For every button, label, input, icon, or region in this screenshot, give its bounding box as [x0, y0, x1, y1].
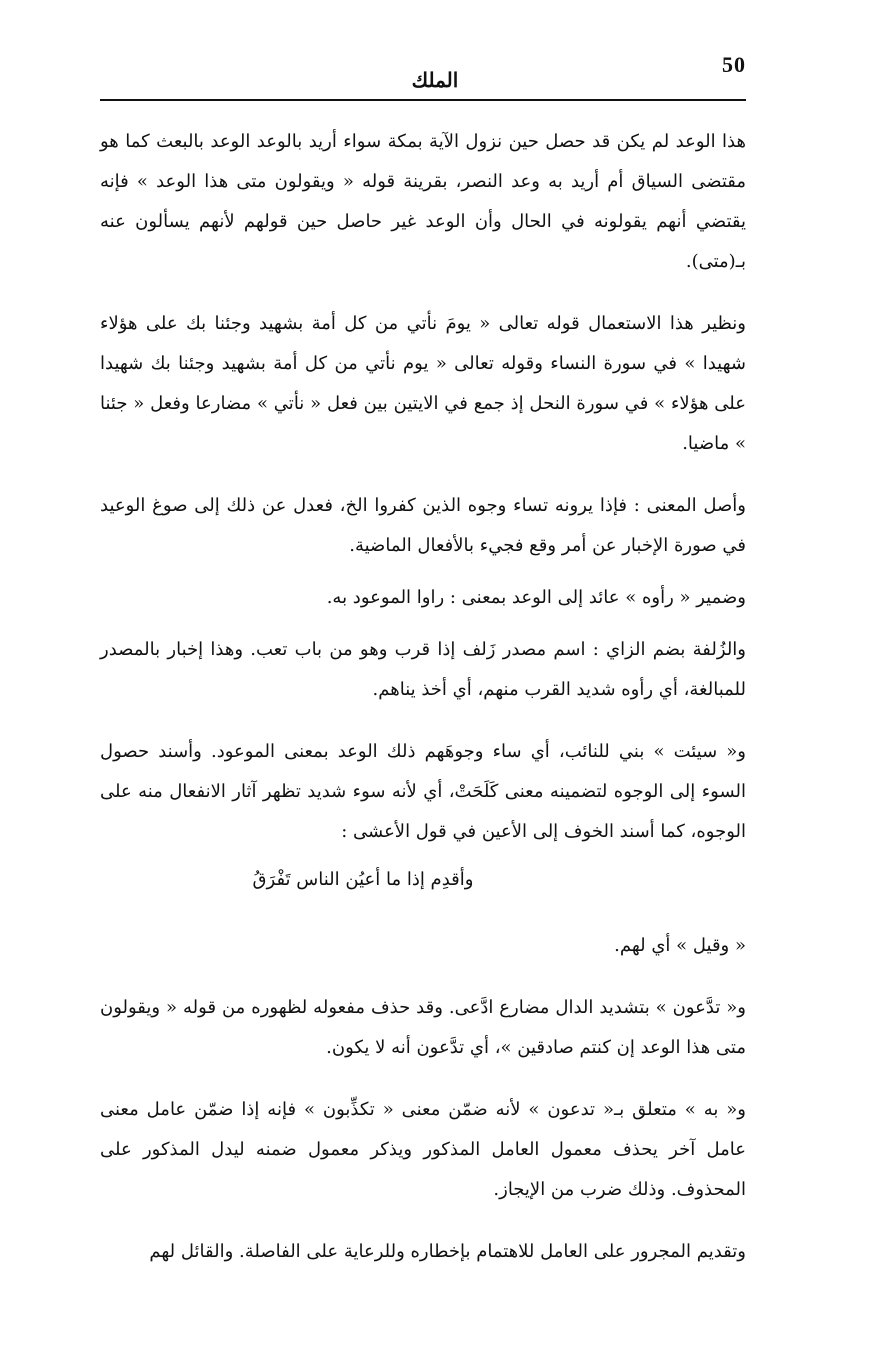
- page-body: [100, 122, 746, 1294]
- header-rule: [100, 99, 746, 101]
- running-header-title: الملك: [411, 68, 459, 92]
- paragraph-6: و« سيئت » بني للنائب، أي ساء وجوهَهم ذلك الوعد بمعنى الموعود. وأسند حصول السوء إلى الوجوه لتضمينه معنى كَلَحَتْ، أي لأنه سوء شديد تظهر آثار الانفعال منه على الوجوه، كما أسند الخوف إلى الأعين في قول الأعشى :: [100, 741, 746, 842]
- paragraph-1: هذا الوعد لم يكن قد حصل حين نزول الآية بمكة سواء أريد بالوعد الوعد بالبعث كما هو مقتضى السياق أم أريد به وعد النصر، بقرينة قوله « ويقولون متى هذا الوعد » فإنه يقتضي أنهم يقولونه في الحال وأن الوعد غير حاصل حين قولهم لأنهم يسألون عنه بـ(متى).: [100, 131, 746, 272]
- paragraph-3: وأصل المعنى : فإذا يرونه تساء وجوه الذين كفروا الخ، فعدل عن ذلك إلى صوغ الوعيد في صورة الإخبار عن أمر وقع فجيء بالأفعال الماضية.: [100, 495, 746, 556]
- paragraph-4: وضمير « رأوه » عائد إلى الوعد بمعنى : راوا الموعود به.: [326, 587, 746, 608]
- poetry-verse: وأقدِم إذا ما أعيُن الناس تَفْرَقُ: [252, 869, 474, 890]
- paragraph-7: « وقيل » أي لهم.: [614, 935, 746, 956]
- paragraph-5: والزُلفة بضم الزاي : اسم مصدر زَلف إذا قرب وهو من باب تعب. وهذا إخبار بالمصدر للمبالغة، أي رأوه شديد القرب منهم، أي أخذ يناهم.: [100, 639, 746, 700]
- paragraph-10: وتقديم المجرور على العامل للاهتمام بإخطاره وللرعاية على الفاصلة. والقائل لهم: [149, 1241, 746, 1262]
- page-number: 50: [722, 52, 746, 77]
- paragraph-8: و« تدَّعون » بتشديد الدال مضارع ادَّعى. وقد حذف مفعوله لظهوره من قوله « ويقولون متى هذا الوعد إن كنتم صادقين »، أي تدَّعون أنه لا يكون.: [100, 997, 746, 1058]
- paragraph-9: و« به » متعلق بـ« تدعون » لأنه ضمّن معنى « تكذِّبون » فإنه إذا ضمّن عامل معنى عامل آخر يحذف معمول العامل المذكور ويذكر معمول ضمنه ليدل المذكور على المحذوف. وذلك ضرب من الإيجاز.: [100, 1099, 746, 1200]
- paragraph-2: ونظير هذا الاستعمال قوله تعالى « يومَ نأتي من كل أمة بشهيد وجئنا بك على هؤلاء شهيدا » في سورة النساء وقوله تعالى « يوم نأتي من كل أمة بشهيد وجئنا بك شهيدا على هؤلاء » في سورة النحل إذ جمع في الايتين بين فعل « نأتي » مضارعا وفعل « جئنا » ماضيا.: [100, 313, 746, 454]
